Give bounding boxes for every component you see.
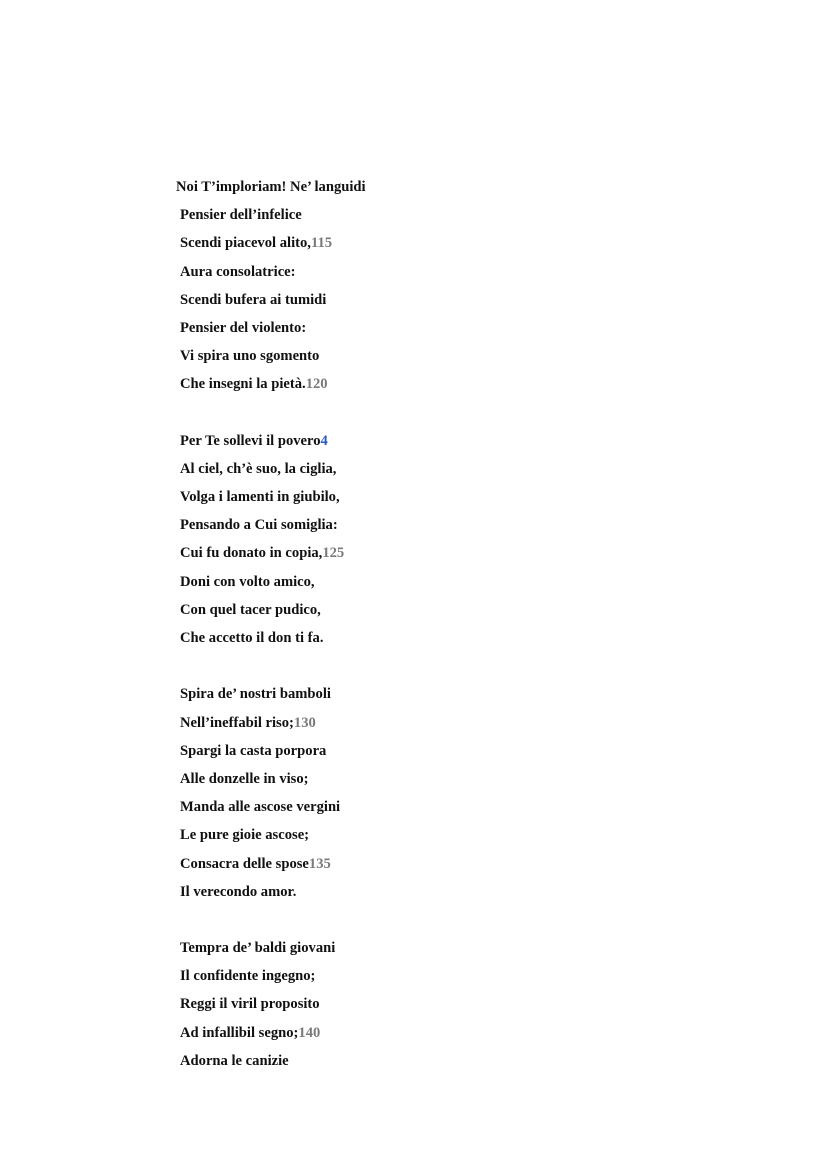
poem-line: Spira de’ nostri bamboli	[180, 686, 331, 703]
poem-line: Pensier del violento:	[180, 319, 307, 336]
poem-line: Il verecondo amor.	[180, 883, 297, 900]
poem-line: Il confidente ingegno;	[180, 968, 316, 985]
poem-line: Le pure gioie ascose;	[180, 827, 310, 844]
poem-line: Tempra de’ baldi giovani	[180, 940, 336, 957]
poem-line: Nell’ineffabil riso;130	[180, 714, 316, 731]
poem-line: Al ciel, ch’è suo, la ciglia,	[180, 460, 337, 477]
poem-line: Pensando a Cui somiglia:	[180, 517, 338, 534]
poem-line: Alle donzelle in viso;	[180, 770, 309, 787]
poem-line: Con quel tacer pudico,	[180, 601, 321, 618]
poem-line: Pensier dell’infelice	[180, 207, 302, 224]
line-number: 125	[322, 545, 345, 562]
footnote-reference-link[interactable]: 4	[320, 432, 328, 449]
poem-line: Adorna le canizie	[180, 1052, 289, 1069]
poem-line: Che accetto il don ti fa.	[180, 630, 324, 646]
poem-line: Ad infallibil segno;140	[180, 1024, 321, 1041]
poem-line: Per Te sollevi il povero4	[180, 432, 328, 449]
line-number: 115	[310, 235, 333, 252]
stanza-4	[176, 934, 736, 1075]
poem-line: Noi T’imploriam! Ne’ languidi	[176, 179, 366, 195]
poem-line: Scendi piacevol alito,115	[180, 235, 333, 252]
poem-text	[176, 173, 736, 1075]
poem-line: Manda alle ascose vergini	[180, 799, 341, 816]
poem-line: Vi spira uno sgomento	[180, 348, 320, 365]
line-number: 120	[305, 376, 328, 393]
line-number: 135	[308, 855, 331, 872]
poem-line: Scendi bufera ai tumidi	[180, 291, 327, 308]
line-number: 140	[298, 1024, 321, 1041]
stanza-1	[176, 173, 736, 399]
stanza-2	[176, 427, 736, 653]
poem-line: Spargi la casta porpora	[180, 742, 327, 759]
poem-line: Volga i lamenti in giubilo,	[180, 489, 340, 506]
line-number: 130	[293, 714, 316, 731]
stanza-3	[176, 680, 736, 906]
poem-line: Cui fu donato in copia,125	[180, 545, 345, 562]
poem-line: Reggi il viril proposito	[180, 996, 320, 1013]
poem-line: Che insegni la pietà.120	[180, 376, 328, 393]
poem-line: Aura consolatrice:	[180, 263, 296, 280]
poem-line: Doni con volto amico,	[180, 573, 315, 590]
poem-line: Consacra delle spose135	[180, 855, 331, 872]
